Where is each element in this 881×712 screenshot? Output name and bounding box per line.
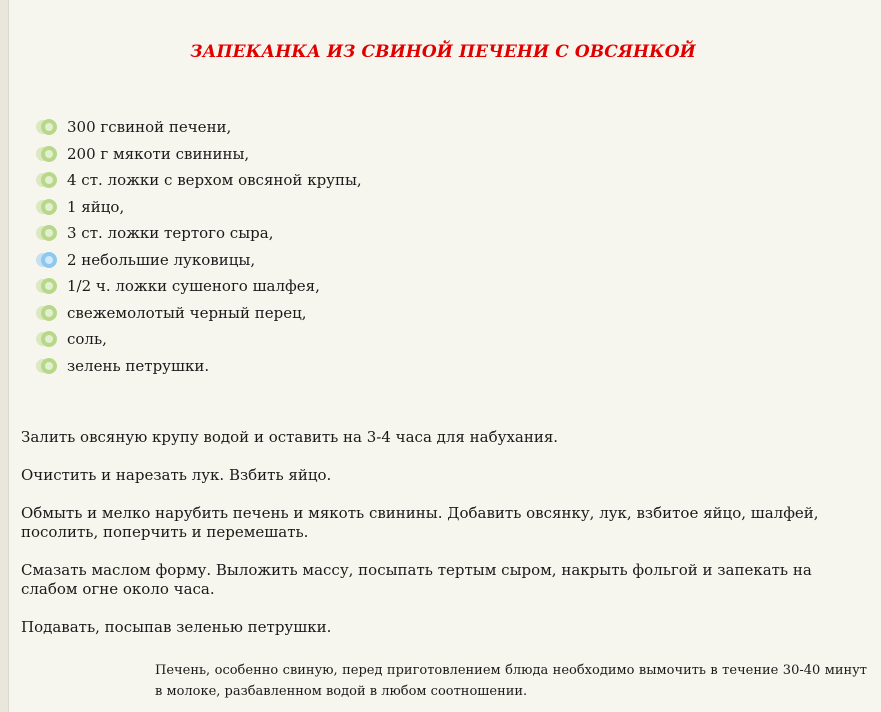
ingredient-item: [34, 220, 362, 247]
instruction-step: Подавать, посыпав зеленью петрушки.: [21, 618, 332, 636]
ingredient-text: 1/2 ч. ложки сушеного шалфея,: [67, 277, 320, 296]
green-bullet-icon: [34, 145, 60, 163]
ingredient-item: [34, 114, 362, 141]
blue-bullet-icon: [34, 251, 60, 269]
instruction-step: Очистить и нарезать лук. Взбить яйцо.: [21, 466, 332, 484]
green-bullet-icon: [34, 171, 60, 189]
green-bullet-icon: [34, 224, 60, 242]
instruction-step: Обмыть и мелко нарубить печень и мякоть свинины. Добавить овсянку, лук, взбитое яйцо, шалфей, посолить, поперчить и перемешать.: [21, 504, 819, 541]
green-bullet-icon: [34, 304, 60, 322]
ingredient-item: [34, 353, 362, 380]
ingredient-item: [34, 247, 362, 274]
ingredients-list: [34, 114, 362, 379]
ingredient-item: [34, 300, 362, 327]
green-bullet-icon: [34, 198, 60, 216]
green-bullet-icon: [34, 330, 60, 348]
green-bullet-icon: [34, 118, 60, 136]
green-bullet-icon: [34, 277, 60, 295]
recipe-note: Печень, особенно свиную, перед приготовлением блюда необходимо вымочить в течение 30-40 минут в молоке, разбавленном водой в любом соотношении.: [155, 663, 867, 699]
ingredient-item: [34, 273, 362, 300]
instruction-step: Смазать маслом форму. Выложить массу, посыпать тертым сыром, накрыть фольгой и запекать на слабом огне около часа.: [21, 561, 812, 598]
ingredient-text: 200 г мякоти свинины,: [67, 144, 250, 163]
ingredient-text: 300 гсвиной печени,: [67, 118, 232, 137]
ingredient-item: [34, 167, 362, 194]
ingredient-item: [34, 194, 362, 221]
ingredient-text: зелень петрушки.: [67, 356, 210, 375]
ingredient-item: [34, 326, 362, 353]
ingredient-item: [34, 141, 362, 168]
ingredient-text: соль,: [67, 330, 107, 349]
recipe-title: ЗАПЕКАНКА ИЗ СВИНОЙ ПЕЧЕНИ С ОВСЯНКОЙ: [190, 42, 696, 62]
ingredient-text: свежемолотый черный перец,: [67, 303, 307, 322]
green-bullet-icon: [34, 357, 60, 375]
ingredient-text: 1 яйцо,: [67, 197, 125, 216]
instructions: [21, 428, 871, 656]
ingredient-text: 2 небольшие луковицы,: [67, 250, 256, 269]
ingredient-text: 3 ст. ложки тертого сыра,: [67, 224, 274, 243]
instruction-step: Залить овсяную крупу водой и оставить на 3-4 часа для набухания.: [21, 428, 559, 446]
ingredient-text: 4 ст. ложки с верхом овсяной крупы,: [67, 171, 362, 190]
